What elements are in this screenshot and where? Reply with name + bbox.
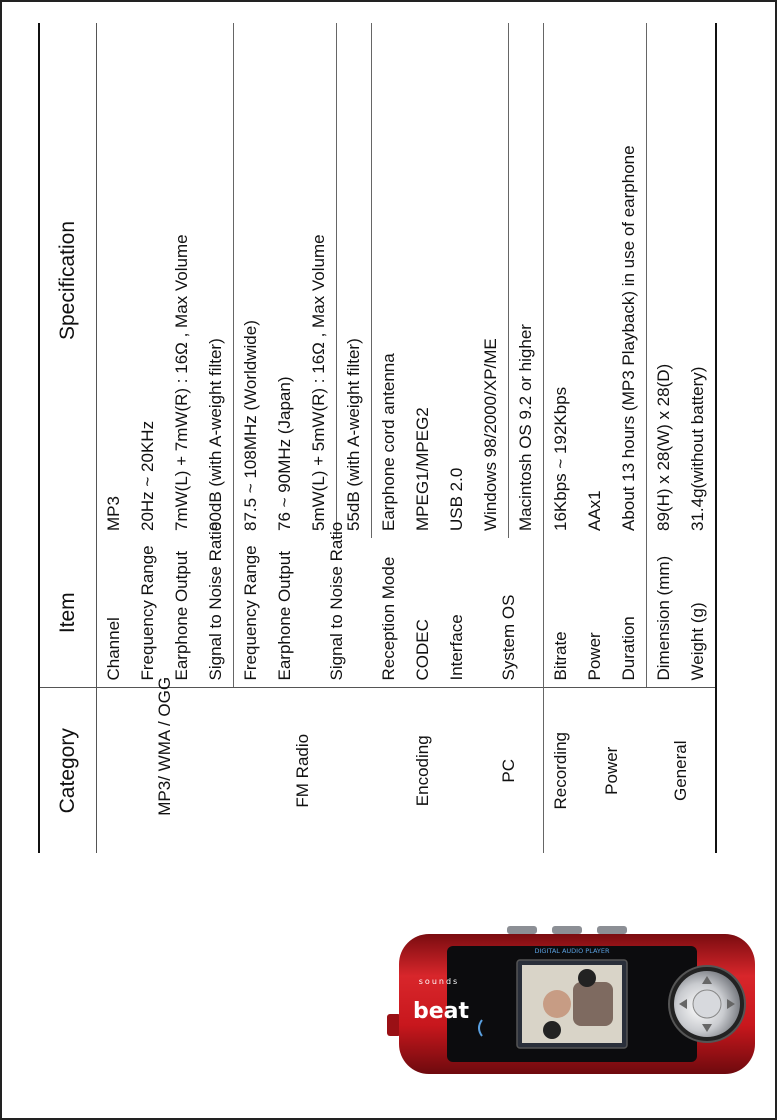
item-cell: System OS — [474, 538, 544, 688]
category-recording: Recording — [544, 688, 579, 853]
spec-cell: MPEG1/MPEG2 — [413, 407, 432, 531]
spec-cell: 76 ~ 90MHz (Japan) — [275, 376, 294, 531]
item-cell: Bitrate — [551, 631, 570, 681]
spec-cell: 5mW(L) + 5mW(R) : 16Ω , Max Volume — [302, 23, 337, 538]
item-cell: Frequency Range — [138, 545, 157, 681]
spec-cell: 16Kbps ~ 192Kbps — [551, 386, 570, 531]
table-header-row — [39, 23, 97, 853]
spec-cell: MP3 — [104, 496, 123, 531]
item-cell: Signal to Noise Ratio — [199, 538, 234, 688]
side-button — [597, 926, 627, 934]
header-item: Item — [39, 538, 97, 688]
item-cell: Weight (g) — [681, 538, 716, 688]
item-cell: Channel — [104, 617, 123, 681]
category-pc: PC — [474, 688, 544, 853]
nav-center-button — [693, 990, 721, 1018]
category-general: General — [647, 688, 717, 853]
mp3-player-illustration — [387, 896, 767, 1096]
spec-cell: 7mW(L) + 7mW(R) : 16Ω , Max Volume — [172, 234, 191, 531]
boxing-glove-icon — [543, 1021, 561, 1039]
table-row — [578, 23, 612, 853]
screen-figure-body — [573, 982, 613, 1026]
category-encoding: Encoding — [372, 688, 475, 853]
item-cell: Duration — [612, 538, 647, 688]
side-button — [552, 926, 582, 934]
specification-table — [38, 23, 717, 853]
screen-label: DIGITAL AUDIO PLAYER — [534, 947, 610, 955]
item-cell: Power — [585, 632, 604, 681]
spec-cell: 31.4g(without battery) — [681, 23, 716, 538]
spec-cell: Macintosh OS 9.2 or higher — [509, 23, 544, 538]
category-power: Power — [578, 688, 647, 853]
category-fm-radio: FM Radio — [234, 688, 372, 853]
item-cell: Signal to Noise Ratio — [326, 521, 346, 681]
item-cell: Dimension (mm) — [654, 555, 673, 681]
spec-cell: 89(H) x 28(W) x 28(D) — [654, 363, 673, 531]
header-category: Category — [39, 688, 97, 853]
brand-logo: beat — [412, 999, 470, 1024]
table-row — [234, 23, 269, 853]
spec-cell: 87.5 ~ 108MHz (Worldwide) — [241, 320, 260, 531]
spec-cell: AAx1 — [585, 490, 604, 531]
category-mp3 — [97, 676, 234, 853]
side-button — [507, 926, 537, 934]
header-specification: Specification — [39, 23, 97, 538]
spec-cell: 90dB (with A-weight filter) — [199, 23, 234, 538]
boxing-glove-icon — [578, 969, 596, 987]
table-row — [647, 23, 682, 853]
table-row — [474, 23, 509, 853]
category-label: MP3/ WMA / OGG — [155, 676, 175, 816]
table-row — [372, 23, 407, 853]
item-cell: Interface — [447, 614, 466, 681]
brand-subtitle: sounds — [418, 977, 460, 986]
item-cell: Earphone Output — [275, 551, 294, 681]
spec-cell: USB 2.0 — [447, 467, 466, 531]
screen-figure-icon — [543, 990, 571, 1018]
spec-cell: Windows 98/2000/XP/ME — [474, 23, 509, 538]
item-cell: CODEC — [413, 619, 432, 681]
spec-cell: 20Hz ~ 20KHz — [138, 420, 157, 531]
spec-cell: About 13 hours (MP3 Playback) in use of earphone — [612, 23, 647, 538]
lanyard-nub — [387, 1014, 401, 1036]
item-cell: Frequency Range — [241, 545, 260, 681]
spec-cell: Earphone cord antenna — [379, 353, 398, 531]
item-cell: Earphone Output — [172, 551, 191, 681]
item-cell: Reception Mode — [378, 556, 398, 681]
spec-cell: 55dB (with A-weight filter) — [337, 23, 372, 538]
table-row — [544, 23, 579, 853]
table-row — [97, 23, 132, 853]
